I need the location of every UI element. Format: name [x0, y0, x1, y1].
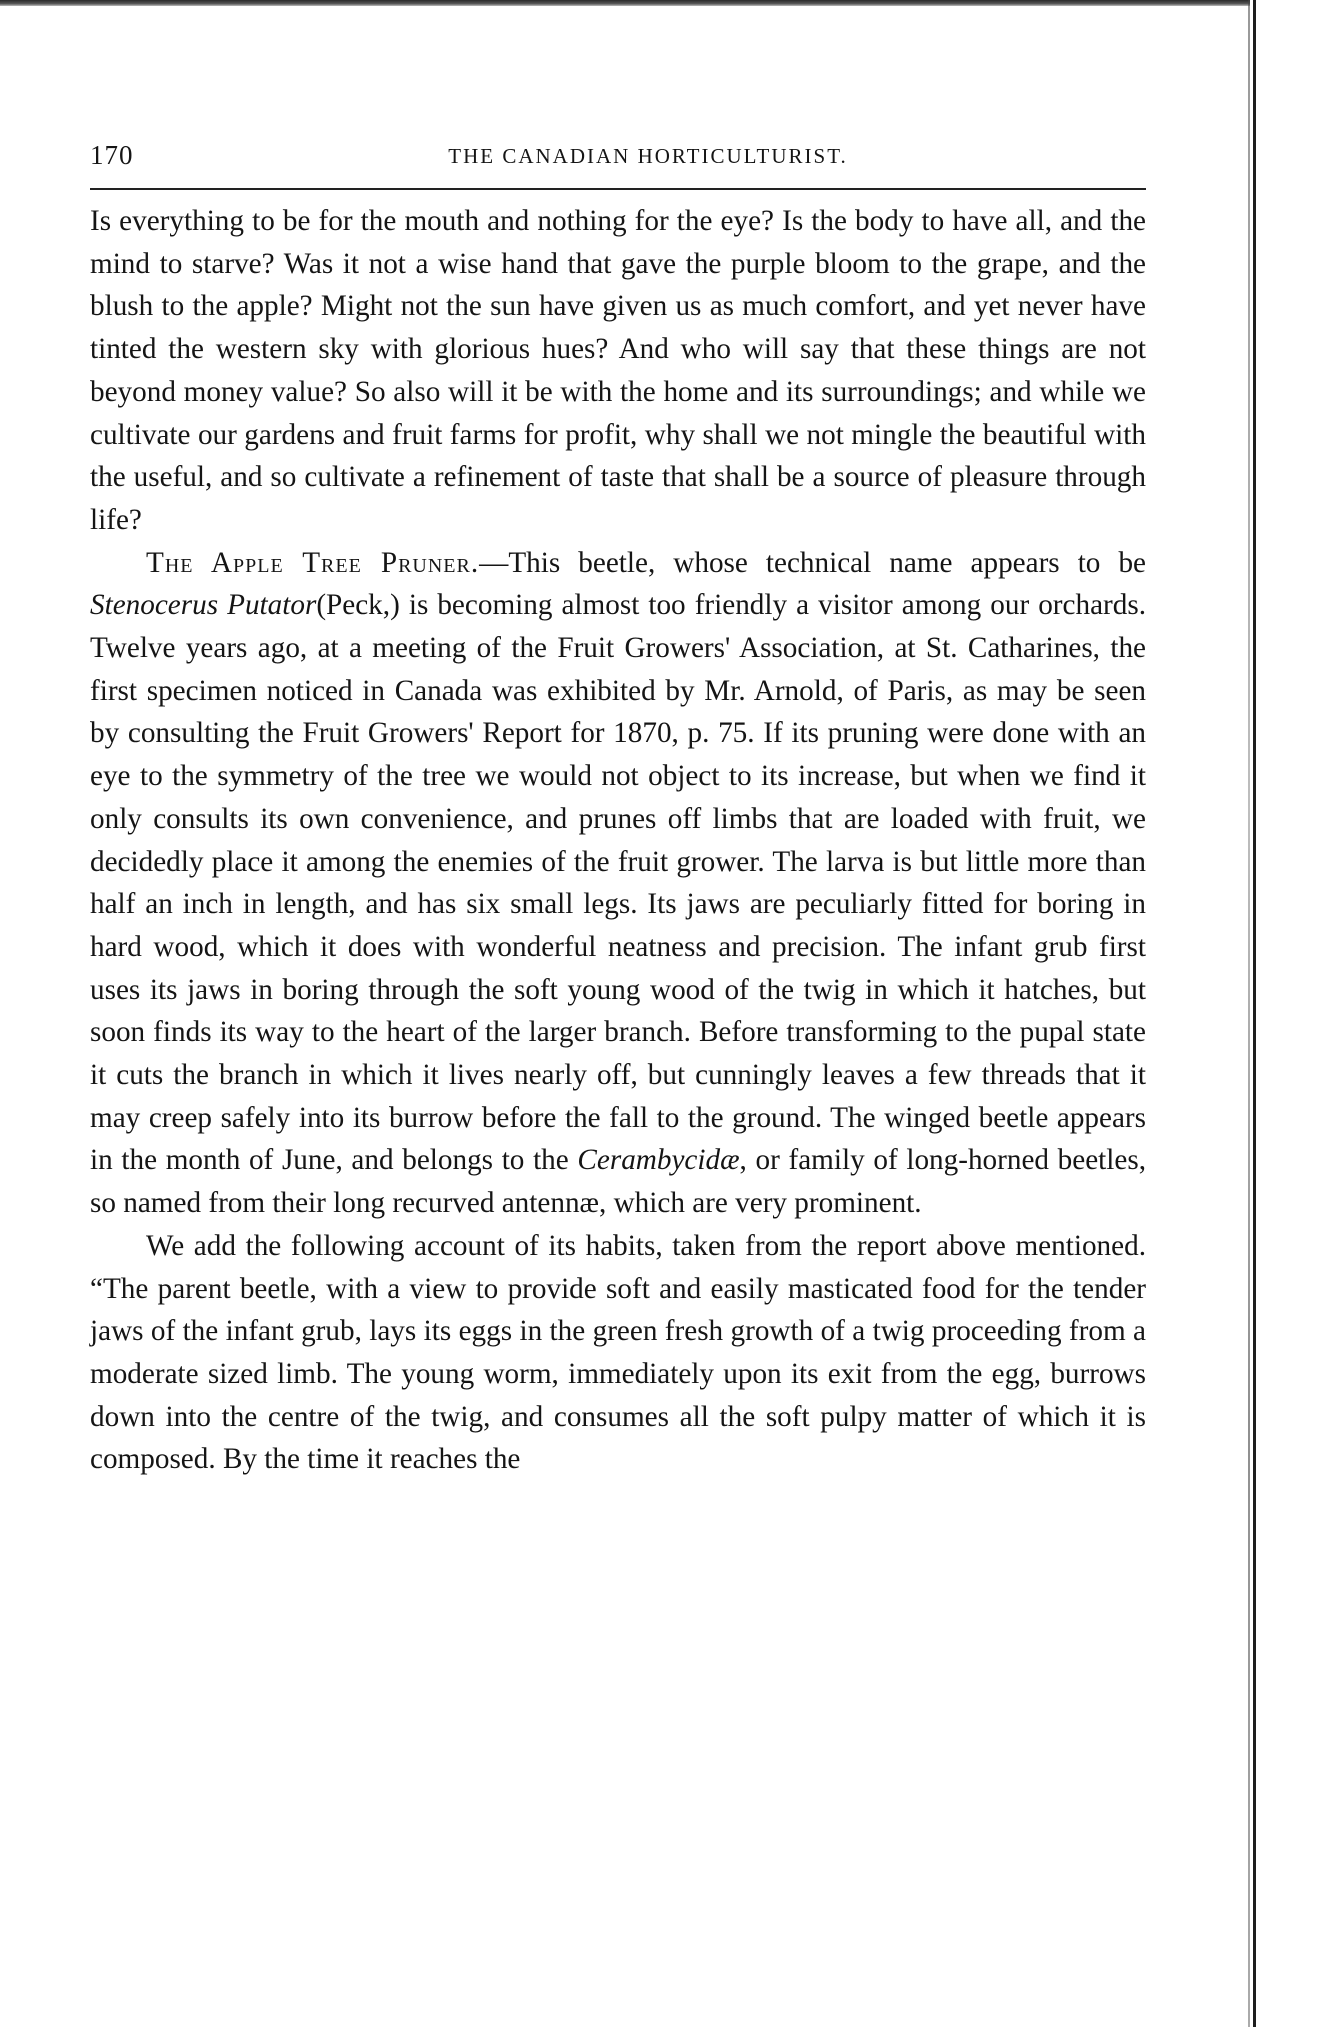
paragraph-continuation: Is everything to be for the mouth and nothing for the eye? Is the body to have all, and the mind to starve? Was it not a wise hand that gave the purple bloom to the grape, and the blush to the apple? Might not the sun have given us as much comfort, and yet never have tinted the western sky with glorious hues? And who will say that these things are not beyond money value? So also will it be with the home and its surroundings; and while we cultivate our gardens and fruit farms for profit, why shall we not mingle the beautiful with the useful, and so cultivate a refinement of taste that shall be a source of pleasure through life? — [90, 205, 1146, 536]
paragraph-apple-tree-pruner — [90, 542, 1146, 1225]
journal-title: THE CANADIAN HORTICULTURIST. — [448, 144, 848, 168]
paragraph-text: —This beetle, whose technical name appears to be — [479, 546, 1146, 579]
article-body — [90, 200, 1146, 1481]
book-page — [90, 140, 1146, 1481]
paragraph-text: , or family of long-horned beetles, so named from their long recurved antennæ, which are very prominent. — [90, 1144, 1147, 1220]
paragraph-report-account: We add the following account of its habits, taken from the report above mentioned. “The parent beetle, with a view to provide soft and easily masticated food for the tender jaws of the infant grub, lays its eggs in the green fresh growth of a twig proceeding from a moderate sized limb. The young worm, immediately upon its exit from the egg, burrows down into the centre of the twig, and consumes all the soft pulpy matter of which it is composed. By the time it reaches the — [90, 1229, 1146, 1476]
scan-binding-shadow — [1248, 0, 1250, 2027]
paragraph-text: (Peck,) is becoming almost too friendly a visitor among our orchards. Twelve years ago, at a meeting of the Fruit Growers' Association, at St. Catharines, the first specimen noticed in Canada was exhibited by Mr. Arnold, of Paris, as may be seen by consulting the Fruit Growers' Report for 1870, p. 75. If its pruning were done with an eye to the symmetry of the tree we would not object to its increase, but when we find it only consults its own convenience, and prunes off limbs that are loaded with fruit, we decidedly place it among the enemies of the fruit grower. The larva is but little more than half an inch in length, and has six small legs. Its jaws are peculiarly fitted for boring in hard wood, which it does with wonderful neatness and precision. The infant grub first uses its jaws in boring through the soft young wood of the twig in which it hatches, but soon finds its way to the heart of the larger branch. Before transforming to the pupal state it cuts the branch in which it lives nearly off, but cunningly leaves a few threads that it may creep safely into its burrow before the fall to the ground. The winged beetle appears in the month of June, and belongs to the — [90, 589, 1146, 1177]
family-name: Cerambycidæ — [577, 1144, 740, 1177]
section-heading: The Apple Tree Pruner. — [146, 546, 480, 579]
header-rule — [90, 188, 1146, 190]
scan-right-edge — [1253, 0, 1256, 2027]
species-name: Stenocerus Putator — [90, 589, 317, 622]
page-number: 170 — [90, 140, 134, 170]
running-head — [90, 140, 1146, 186]
scan-top-edge — [0, 0, 1250, 6]
